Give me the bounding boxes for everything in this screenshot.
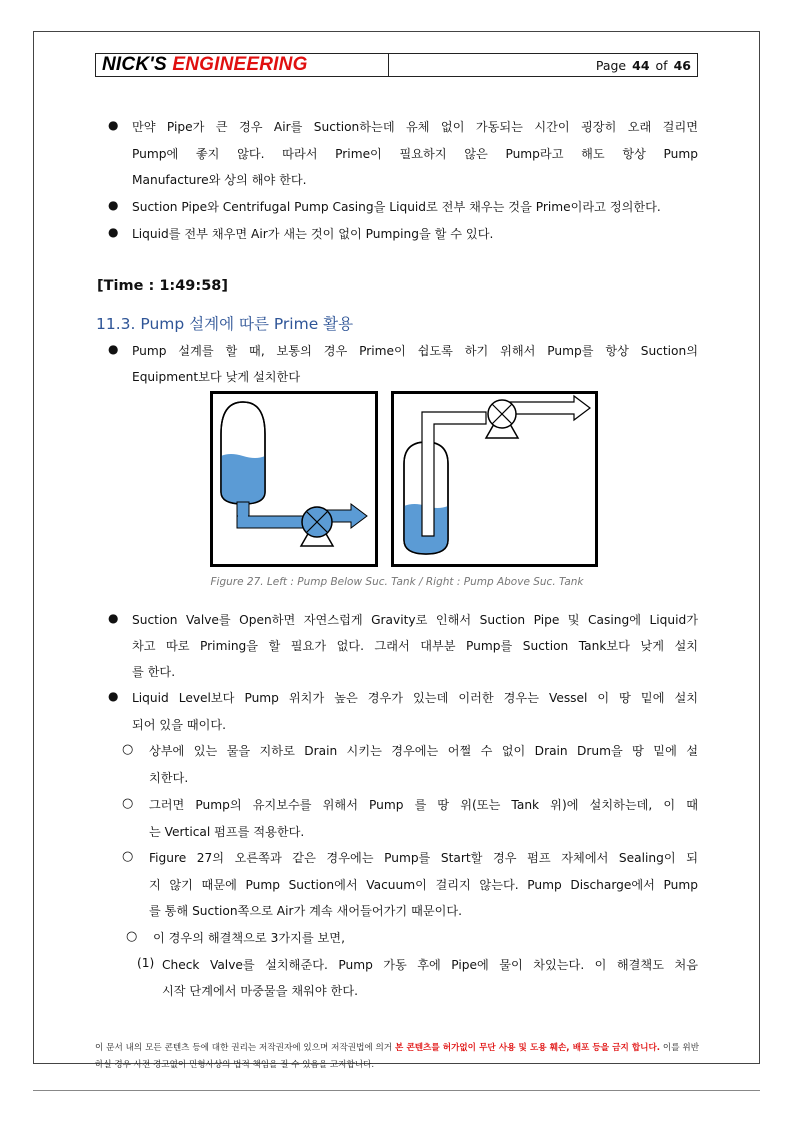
intro-bullet-1-line-3: Manufacture와 상의 해야 한다. bbox=[132, 173, 307, 187]
after-bullet-1-line-2: 차고 따로 Priming을 할 필요가 없다. 그래서 대부분 Pump를 Suction Tank보다 낮게 설치 bbox=[132, 639, 698, 653]
sub-item-1-line-2: 치한다. bbox=[149, 771, 189, 785]
intro-bullet-3-line-1: Liquid를 전부 채우면 Air가 새는 것이 없이 Pumping을 할 수 있다. bbox=[132, 227, 494, 241]
section-bullet-line-1: Pump 설계를 할 때, 보통의 경우 Prime이 쉽도록 하기 위해서 Pump를 항상 Suction의 bbox=[132, 344, 698, 358]
intro-bullet-2-line-1: Suction Pipe와 Centrifugal Pump Casing을 Liquid로 전부 채우는 것을 Prime이라고 정의한다. bbox=[132, 200, 661, 214]
circle-bullet-icon: ○ bbox=[122, 796, 134, 811]
after-bullet-1-line-3: 를 한다. bbox=[132, 665, 176, 679]
sub-item-3-line-1: Figure 27의 오른쪽과 같은 경우에는 Pump를 Start할 경우 펌프 자체에서 Sealing이 되 bbox=[149, 851, 698, 865]
after-bullet-2-line-1: Liquid Level보다 Pump 위치가 높은 경우가 있는데 이러한 경우는 Vessel 이 땅 밑에 설치 bbox=[132, 691, 698, 705]
numbered-item-line-2: 시작 단계에서 마중물을 채워야 한다. bbox=[162, 984, 358, 998]
page-header bbox=[95, 53, 698, 77]
bullet-icon: ● bbox=[108, 611, 119, 625]
brand-black: NICK'S bbox=[102, 54, 167, 75]
sub-item-3-line-3: 를 통해 Suction쪽으로 Air가 계속 새어들어가기 때문이다. bbox=[149, 904, 463, 918]
numbered-item-line-1: Check Valve를 설치해준다. Pump 가동 후에 Pipe에 물이 차있는다. 이 해결책도 처음 bbox=[162, 958, 698, 972]
intro-bullet-1-line-2: Pump에 좋지 않다. 따라서 Prime이 필요하지 않은 Pump라고 해도 항상 Pump bbox=[132, 147, 698, 161]
brand-red: ENGINEERING bbox=[172, 54, 308, 75]
figure-left-pump-below-tank bbox=[210, 391, 378, 567]
after-bullet-1-line-1: Suction Valve를 Open하면 자연스럽게 Gravity로 인해서 Suction Pipe 및 Casing에 Liquid가 bbox=[132, 613, 698, 627]
bullet-icon: ● bbox=[108, 118, 119, 132]
bullet-icon: ● bbox=[108, 342, 119, 356]
after-bullet-2-line-2: 되어 있을 때이다. bbox=[132, 718, 227, 732]
sub-item-2-line-2: 는 Vertical 펌프를 적용한다. bbox=[149, 825, 305, 839]
bullet-icon: ● bbox=[108, 225, 119, 239]
sub-item-1-line-1: 상부에 있는 물을 지하로 Drain 시키는 경우에는 어쩔 수 없이 Drain Drum을 땅 밑에 설 bbox=[149, 744, 698, 758]
bottom-rule bbox=[33, 1090, 760, 1091]
time-heading: [Time : 1:49:58] bbox=[97, 278, 228, 294]
pump-below-tank-diagram bbox=[213, 394, 375, 564]
sub-item-2-line-1: 그러면 Pump의 유지보수를 위해서 Pump 를 땅 위(또는 Tank 위)에 설치하는데, 이 때 bbox=[149, 798, 698, 812]
brand-logo bbox=[96, 54, 389, 76]
circle-bullet-icon: ○ bbox=[122, 742, 134, 757]
circle-bullet-icon: ○ bbox=[126, 929, 138, 944]
page-number: Page 44 of 46 bbox=[595, 57, 691, 73]
section-heading: 11.3. Pump 설계에 따른 Prime 활용 bbox=[96, 315, 354, 333]
numbered-item-number: (1) bbox=[137, 956, 155, 970]
figure-right-pump-above-tank bbox=[391, 391, 598, 567]
intro-bullet-1-line-1: 만약 Pipe가 큰 경우 Air를 Suction하는데 유체 없이 가동되는 시간이 굉장히 오래 걸리면 bbox=[132, 120, 698, 134]
bullet-icon: ● bbox=[108, 689, 119, 703]
figure-caption: Figure 27. Left : Pump Below Suc. Tank / Right : Pump Above Suc. Tank bbox=[210, 576, 584, 588]
sub-item-4-line-1: 이 경우의 해결책으로 3가지를 보면, bbox=[153, 931, 345, 945]
bullet-icon: ● bbox=[108, 198, 119, 212]
copyright-footer: 이 문서 내의 모든 콘텐츠 등에 대한 권리는 저작권자에 있으며 저작권법에 의거 본 콘텐츠를 허가없이 무단 사용 및 도용 훼손, 배포 등을 금지 합니다. 이를 위반 하실 경우 사전 경고없이 민형사상의 법적 책임을 질 수 있음을 고지합니다. bbox=[95, 1043, 699, 1070]
circle-bullet-icon: ○ bbox=[122, 849, 134, 864]
sub-item-3-line-2: 지 않기 때문에 Pump Suction에서 Vacuum이 걸리지 않는다. Pump Discharge에서 Pump bbox=[149, 878, 698, 892]
pump-above-tank-diagram bbox=[394, 394, 595, 564]
section-bullet-line-2: Equipment보다 낮게 설치한다 bbox=[132, 370, 301, 384]
